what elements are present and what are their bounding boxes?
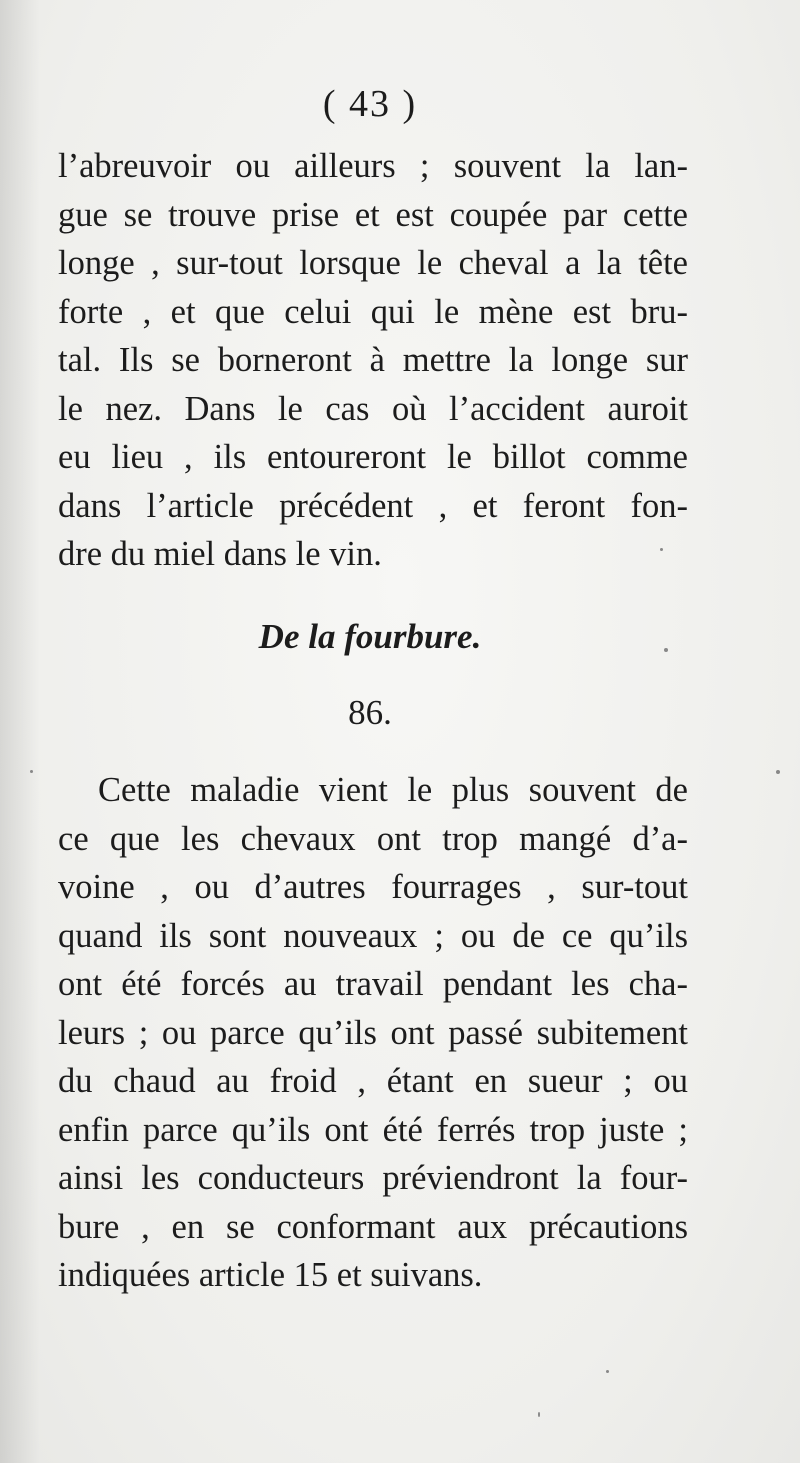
text-line: ce que les chevaux ont trop mangé d’a- <box>58 819 688 858</box>
paper-speck <box>660 548 663 551</box>
article-number: 86. <box>348 693 392 732</box>
paper-speck <box>664 648 668 652</box>
text-line: voine , ou d’autres fourrages , sur-tout <box>58 868 688 906</box>
paper-speck <box>606 1370 609 1373</box>
paragraph-2 <box>58 766 688 1300</box>
text-line: bure , en se conformant aux précautions <box>58 1207 688 1246</box>
paper-speck <box>776 770 780 774</box>
text-line: l’abreuvoir ou ailleurs ; souvent la lan- <box>58 147 688 185</box>
text-line: indiquées article 15 et suivans. <box>58 1256 483 1294</box>
text-line: le nez. Dans le cas où l’accident auroit <box>58 389 688 428</box>
text-line: Cette maladie vient le plus souvent de <box>98 771 688 809</box>
text-line: gue se trouve prise et est coupée par cette <box>58 195 688 234</box>
text-line: longe , sur-tout lorsque le cheval a la tête <box>58 244 688 282</box>
text-line: forte , et que celui qui le mène est bru- <box>58 292 688 331</box>
text-line: ont été forcés au travail pendant les cha- <box>58 965 688 1003</box>
text-line: dans l’article précédent , et feront fon- <box>58 486 688 525</box>
text-line: quand ils sont nouveaux ; ou de ce qu’ils <box>58 916 688 955</box>
text-line: leurs ; ou parce qu’ils ont passé subitement <box>58 1013 688 1052</box>
text-line: tal. Ils se borneront à mettre la longe sur <box>58 341 688 379</box>
paper-speck <box>30 770 33 773</box>
text-line: dre du miel dans le vin. <box>58 535 382 573</box>
section-heading: De la fourbure. <box>258 617 482 656</box>
text-line: eu lieu , ils entoureront le billot comme <box>58 438 688 476</box>
page-number: ( 43 ) <box>322 83 418 125</box>
text-line: du chaud au froid , étant en sueur ; ou <box>58 1062 688 1100</box>
text-line: ainsi les conducteurs préviendront la four- <box>58 1159 688 1197</box>
paragraph-1 <box>58 142 688 579</box>
text-line: enfin parce qu’ils ont été ferrés trop juste ; <box>58 1110 688 1149</box>
paper-speck <box>538 1412 540 1417</box>
